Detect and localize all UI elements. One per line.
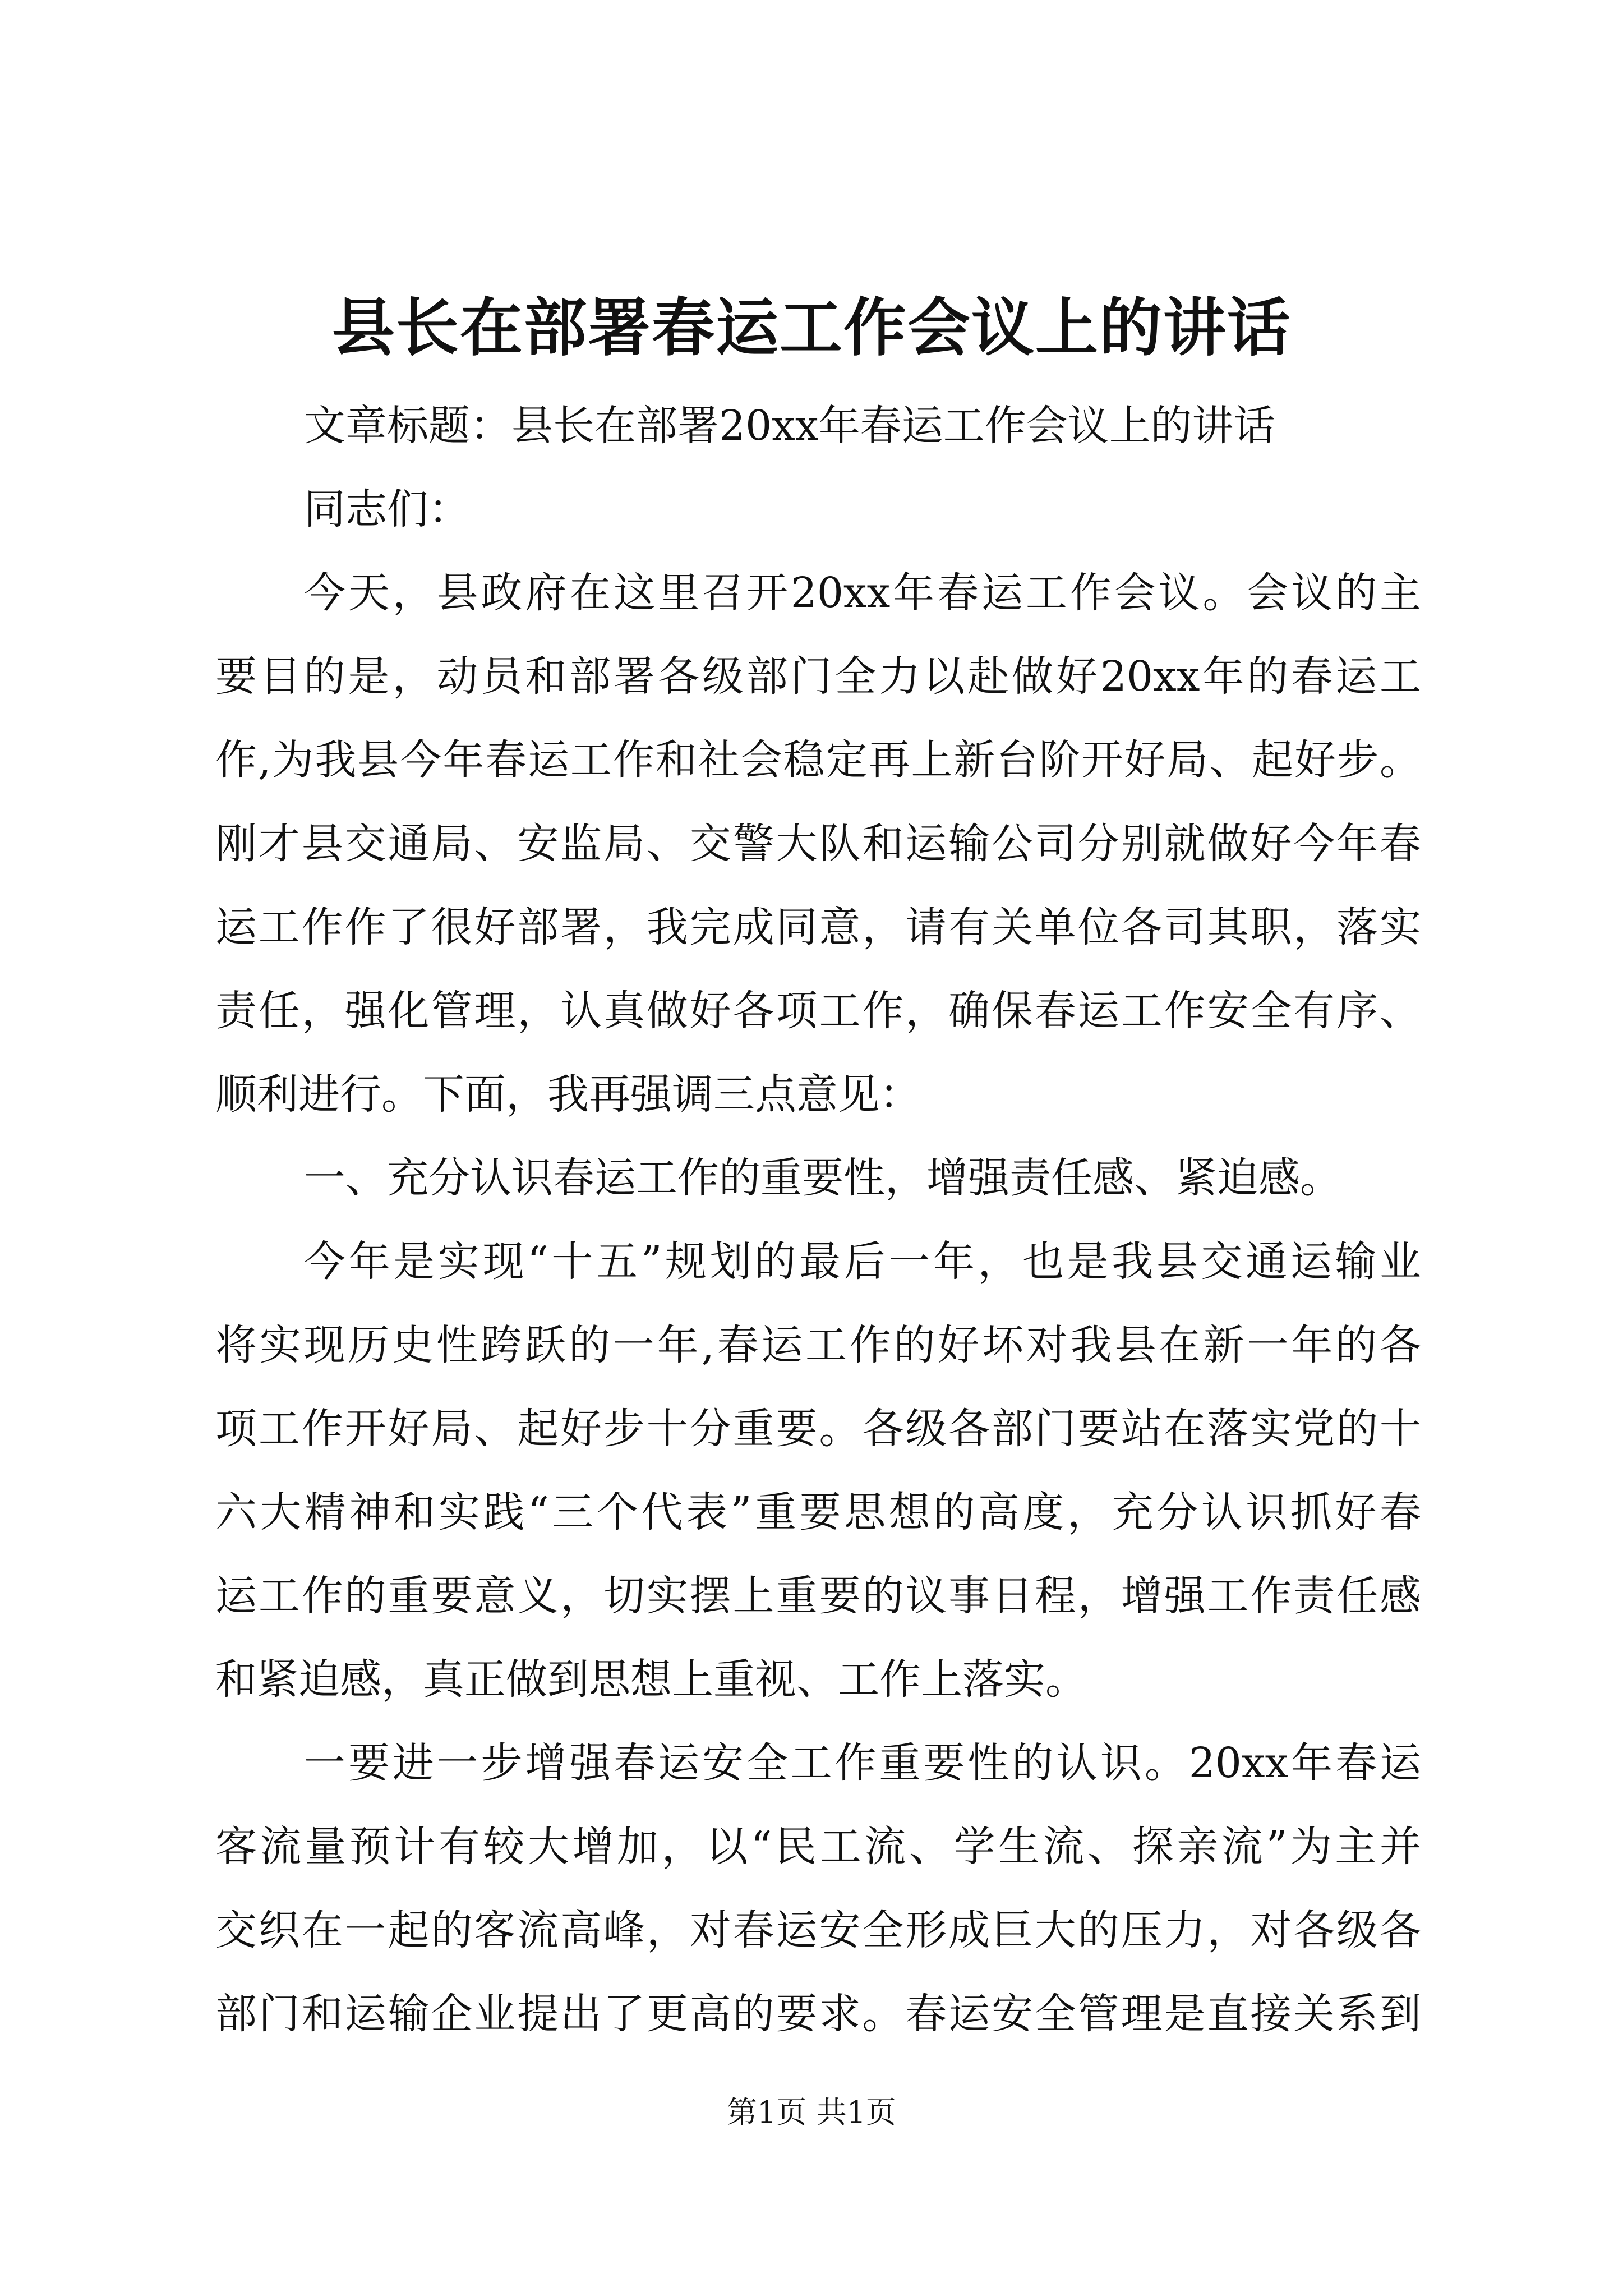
paragraph-line: 将实现历史性跨跃的一年,春运工作的好坏对我县在新一年的各: [215, 1321, 1421, 1369]
section-heading: 一、充分认识春运工作的重要性，增强责任感、紧迫感。: [304, 1154, 1341, 1202]
paragraph-line: 运工作的重要意义，切实摆上重要的议事日程，增强工作责任感: [215, 1572, 1421, 1620]
paragraph-line: 部门和运输企业提出了更高的要求。春运安全管理是直接关系到: [215, 1990, 1421, 2038]
paragraph-line: 要目的是，动员和部署各级部门全力以赴做好20xx年的春运工: [215, 652, 1421, 701]
paragraph-line: 刚才县交通局、安监局、交警大队和运输公司分别就做好今年春: [215, 820, 1421, 868]
paragraph-line: 运工作作了很好部署，我完成同意，请有关单位各司其职，落实: [215, 903, 1421, 951]
paragraph-line: 项工作开好局、起好步十分重要。各级各部门要站在落实党的十: [215, 1405, 1421, 1453]
paragraph-line: 六大精神和实践“三个代表”重要思想的高度，充分认识抓好春: [215, 1488, 1421, 1536]
paragraph-line: 客流量预计有较大增加，以“民工流、学生流、探亲流”为主并: [215, 1823, 1421, 1871]
paragraph-line: 和紧迫感，真正做到思想上重视、工作上落实。: [215, 1655, 1087, 1704]
salutation-line: 同志们：: [304, 485, 470, 533]
paragraph-line: 作,为我县今年春运工作和社会稳定再上新台阶开好局、起好步。: [215, 736, 1421, 784]
document-title: 县长在部署春运工作会议上的讲话: [332, 291, 1291, 365]
paragraph-line: 交织在一起的客流高峰，对春运安全形成巨大的压力，对各级各: [215, 1906, 1421, 1954]
paragraph-line: 一要进一步增强春运安全工作重要性的认识。20xx年春运: [304, 1739, 1421, 1787]
paragraph-line: 今年是实现“十五”规划的最后一年，也是我县交通运输业: [304, 1237, 1421, 1286]
paragraph-line: 责任，强化管理，认真做好各项工作，确保春运工作安全有序、: [215, 987, 1421, 1035]
paragraph-line: 顺利进行。下面，我再强调三点意见：: [215, 1070, 921, 1119]
document-body: [215, 384, 1421, 2056]
article-title-line: 文章标题：县长在部署20xx年春运工作会议上的讲话: [304, 402, 1275, 450]
paragraph-line: 今天，县政府在这里召开20xx年春运工作会议。会议的主: [304, 569, 1421, 617]
page-footer: 第1页 共1页: [727, 2095, 896, 2130]
